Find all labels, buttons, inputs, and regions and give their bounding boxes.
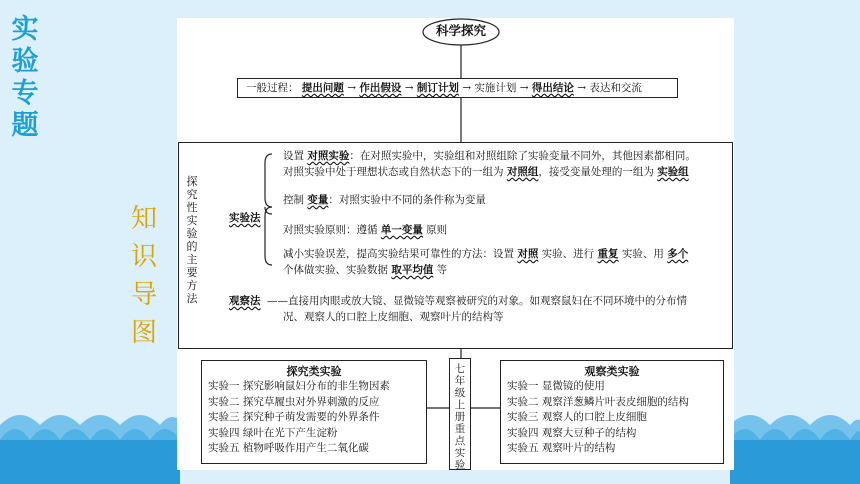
list-item: 实验五 植物呼吸作用产生二氧化碳 xyxy=(208,442,369,454)
observation-experiments-title: 观察类实验 xyxy=(584,365,640,378)
method-item-line: 对照实验中处于理想状态或自然状态下的一组为 对照组，接受变量处理的一组为 实验组 xyxy=(283,166,689,178)
method-item-line: 设置 对照实验：在对照实验中，实验组和对照组除了实验变量不同外，其他因素都相同。 xyxy=(283,150,696,162)
center-char: 实 xyxy=(454,447,466,459)
process-step: 提出问题 xyxy=(301,82,344,94)
list-item: 实验二 观察洋葱鳞片叶表皮细胞的结构 xyxy=(507,395,689,408)
inquiry-experiments-box xyxy=(201,360,427,464)
side-subtitle-char: 识 xyxy=(130,242,157,272)
arrow: → xyxy=(347,82,356,94)
center-char: 点 xyxy=(454,435,466,447)
vertical-char: 实 xyxy=(186,214,198,227)
vertical-char: 主 xyxy=(186,253,198,266)
arrow: → xyxy=(577,82,586,94)
side-title-char: 验 xyxy=(11,46,39,77)
observation-method-line: 况、观察人的口腔上皮细胞、观察叶片的结构等 xyxy=(283,311,504,323)
side-subtitle-char: 知 xyxy=(130,204,157,234)
arrow: → xyxy=(404,82,414,94)
arrow: → xyxy=(462,82,471,94)
vertical-char: 究 xyxy=(186,188,198,201)
side-title-char: 专 xyxy=(11,78,39,109)
vertical-char: 验 xyxy=(186,227,198,240)
inquiry-experiments-title: 探究类实验 xyxy=(286,365,342,378)
process-step: 作出假设 xyxy=(359,82,402,94)
process-step: 表达和交流 xyxy=(589,82,642,94)
center-char: 级 xyxy=(454,387,466,399)
side-title-char: 实 xyxy=(11,14,39,45)
vertical-char: 要 xyxy=(186,266,198,279)
list-item: 实验四 观察大豆种子的结构 xyxy=(507,426,637,439)
experiment-method-label: 实验法 xyxy=(229,212,261,224)
process-step: 实施计划 xyxy=(474,82,517,94)
center-label-box xyxy=(449,358,471,470)
observation-experiments-box xyxy=(500,360,724,464)
list-item: 实验五 观察叶片的结构 xyxy=(507,442,616,454)
vertical-char: 方 xyxy=(186,279,198,292)
side-title-char: 题 xyxy=(11,110,39,141)
list-item: 实验四 绿叶在光下产生淀粉 xyxy=(208,426,338,439)
center-char: 验 xyxy=(454,459,466,471)
root-node: 科学探究 xyxy=(435,23,486,38)
mindmap-panel xyxy=(177,18,734,470)
general-process-box xyxy=(237,78,678,98)
list-item: 实验三 观察人的口腔上皮细胞 xyxy=(507,411,647,423)
vertical-char: 性 xyxy=(186,201,198,214)
list-item: 实验三 探究种子萌发需要的外界条件 xyxy=(208,411,380,423)
vertical-char: 探 xyxy=(186,175,198,188)
side-subtitle-char: 导 xyxy=(130,280,157,310)
center-char: 七 xyxy=(454,363,466,375)
methods-box xyxy=(178,142,733,349)
center-char: 年 xyxy=(454,375,466,387)
arrow: → xyxy=(519,82,529,94)
center-char: 重 xyxy=(454,423,466,435)
methods-vertical-label xyxy=(185,175,199,305)
vertical-char: 法 xyxy=(186,292,198,305)
method-item-line: 减小实验误差，提高实验结果可靠性的方法：设置 对照 实验、进行 重复 实验、用 多个 xyxy=(283,248,689,260)
observation-method-label: 观察法 xyxy=(229,295,261,307)
list-item: 实验一 显微镜的使用 xyxy=(507,380,605,392)
process-step: 得出结论 xyxy=(531,82,574,94)
observation-method-line: ——直接用肉眼或放大镜、显微镜等观察被研究的对象。如观察鼠妇在不同环境中的分布情 xyxy=(267,295,687,307)
method-item-line: 控制 变量：对照实验中不同的条件称为变量 xyxy=(283,194,486,206)
side-subtitle-char: 图 xyxy=(130,318,157,348)
center-char: 册 xyxy=(454,411,466,423)
process-step: 制订计划 xyxy=(416,82,459,94)
center-char: 上 xyxy=(454,399,466,411)
list-item: 实验二 探究草履虫对外界刺激的反应 xyxy=(208,395,380,408)
side-subtitle xyxy=(122,200,166,352)
general-process-label: 一般过程： xyxy=(246,82,299,94)
list-item: 实验一 探究影响鼠妇分布的非生物因素 xyxy=(208,380,390,392)
side-title xyxy=(8,14,42,142)
method-item-line: 对照实验原则：遵循 单一变量 原则 xyxy=(283,224,448,236)
method-item-line: 个体做实验、实验数据 取平均值 等 xyxy=(283,264,448,276)
vertical-char: 的 xyxy=(186,240,198,253)
